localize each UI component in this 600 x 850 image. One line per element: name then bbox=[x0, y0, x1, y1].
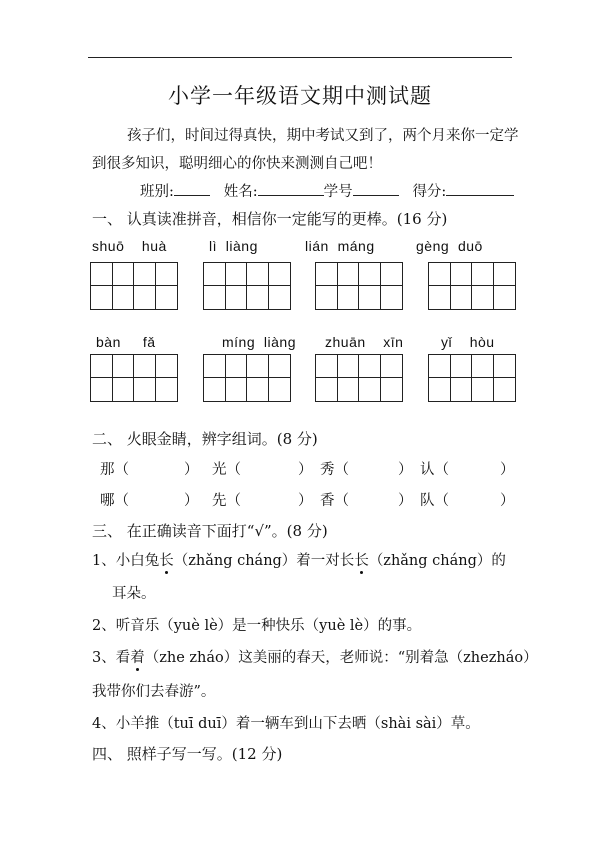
pinyin-2-1: bàn fǎ bbox=[96, 334, 156, 350]
intro-line-1: 孩子们，时间过得真快，期中考试又到了，两个月来你一定学 bbox=[127, 128, 519, 144]
question-3-1-line-1: 1、小白兔长（zhǎng cháng）着一对长长（zhǎng cháng）的 bbox=[92, 553, 506, 569]
name-label: 姓名: bbox=[223, 184, 258, 200]
word-item-4-open: 认（ bbox=[420, 462, 449, 478]
section-2-heading: 二、 火眼金睛，辨字组词。(8 分) bbox=[92, 430, 318, 448]
class-blank[interactable] bbox=[174, 183, 210, 196]
word-item-7-open: 香（ bbox=[320, 493, 349, 509]
score-label: 得分: bbox=[412, 184, 447, 200]
name-blank[interactable] bbox=[258, 183, 324, 196]
writing-grid-3[interactable] bbox=[315, 262, 403, 310]
pinyin-1-3: lián máng bbox=[305, 238, 375, 254]
word-item-8-open: 队（ bbox=[420, 493, 449, 509]
section-4-heading: 四、 照样子写一写。(12 分) bbox=[92, 745, 283, 763]
writing-grid-7[interactable] bbox=[315, 354, 403, 402]
pinyin-2-4: yǐ hòu bbox=[441, 334, 495, 350]
writing-grid-4[interactable] bbox=[428, 262, 516, 310]
student-info-row bbox=[140, 180, 514, 201]
word-item-2-close: ） bbox=[298, 462, 313, 478]
word-item-5-close: ） bbox=[184, 493, 199, 509]
number-blank[interactable] bbox=[353, 183, 399, 196]
word-item-3-open: 秀（ bbox=[320, 462, 349, 478]
question-3-1-line-2: 耳朵。 bbox=[112, 586, 156, 602]
section-3-heading: 三、 在正确读音下面打“√”。(8 分) bbox=[92, 522, 328, 540]
class-label: 班别: bbox=[140, 184, 174, 200]
question-3-3-line-2: 我带你们去春游”。 bbox=[92, 684, 216, 700]
word-item-7-close: ） bbox=[398, 493, 413, 509]
writing-grid-1[interactable] bbox=[90, 262, 178, 310]
pinyin-2-2: míng liàng bbox=[222, 334, 296, 350]
writing-grid-2[interactable] bbox=[203, 262, 291, 310]
intro-line-2: 到很多知识，聪明细心的你快来测测自己吧！ bbox=[92, 156, 382, 172]
word-item-8-close: ） bbox=[500, 493, 515, 509]
word-item-6-open: 先（ bbox=[212, 493, 241, 509]
score-blank[interactable] bbox=[446, 183, 514, 196]
number-label: 学号 bbox=[323, 184, 353, 200]
word-item-1-open: 那（ bbox=[100, 462, 129, 478]
pinyin-1-4: gèng duō bbox=[416, 238, 483, 254]
word-item-3-close: ） bbox=[398, 462, 413, 478]
writing-grid-8[interactable] bbox=[428, 354, 516, 402]
pinyin-1-2: lì liàng bbox=[209, 238, 258, 254]
pinyin-1-1: shuō huà bbox=[92, 238, 167, 254]
word-item-1-close: ） bbox=[184, 462, 199, 478]
word-item-2-open: 光（ bbox=[212, 462, 241, 478]
question-3-2: 2、听音乐（yuè lè）是一种快乐（yuè lè）的事。 bbox=[92, 618, 422, 634]
word-item-4-close: ） bbox=[500, 462, 515, 478]
pinyin-2-3: zhuān xīn bbox=[325, 334, 404, 350]
question-3-3-line-1: 3、看着（zhe zháo）这美丽的春天，老师说：“别着急（zhezháo） bbox=[92, 650, 538, 666]
question-3-4: 4、小羊推（tuī duī）着一辆车到山下去晒（shài sài）草。 bbox=[92, 716, 480, 732]
word-item-6-close: ） bbox=[298, 493, 313, 509]
top-rule bbox=[88, 57, 512, 58]
writing-grid-6[interactable] bbox=[203, 354, 291, 402]
page-title: 小学一年级语文期中测试题 bbox=[168, 84, 432, 108]
word-item-5-open: 哪（ bbox=[100, 493, 129, 509]
writing-grid-5[interactable] bbox=[90, 354, 178, 402]
section-1-heading: 一、 认真读准拼音，相信你一定能写的更棒。(16 分) bbox=[92, 210, 448, 228]
